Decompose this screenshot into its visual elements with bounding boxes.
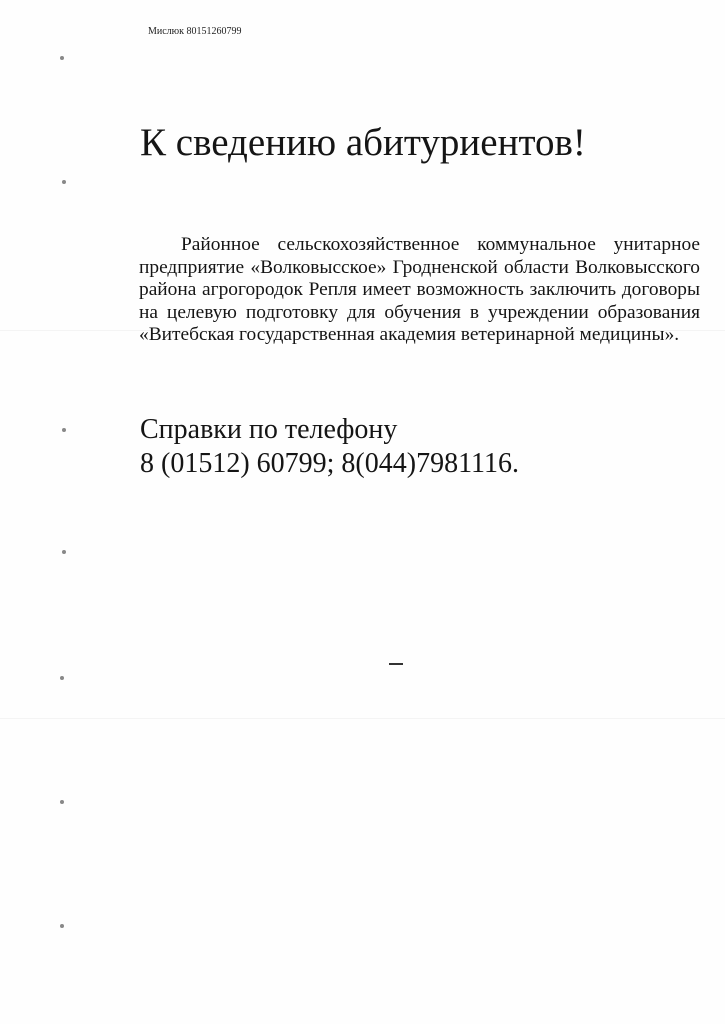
hole-punch-speck [60,56,64,60]
hole-punch-speck [62,428,66,432]
hole-punch-speck [62,180,66,184]
header-note: Мислюк 80151260799 [148,26,242,37]
paper-fold-line [0,718,725,719]
hole-punch-speck [60,800,64,804]
contact-block [140,413,519,481]
contact-phones: 8 (01512) 60799; 8(044)7981116. [140,448,519,479]
hole-punch-speck [60,676,64,680]
page-title: К сведению абитуриентов! [140,121,586,164]
hole-punch-speck [62,550,66,554]
contact-label: Справки по телефону [140,414,398,445]
hole-punch-speck [60,924,64,928]
body-paragraph: Районное сельскохозяйственное коммунальное унитарное предприятие «Волковысское» Гродненской области Волковысского района агрогородок Репля имеет возможность заключить договоры на целевую подготовку для обучения в учреждении образования «Витебская государственная академия ветеринарной медицины». [139,234,700,346]
scan-mark [389,663,403,665]
